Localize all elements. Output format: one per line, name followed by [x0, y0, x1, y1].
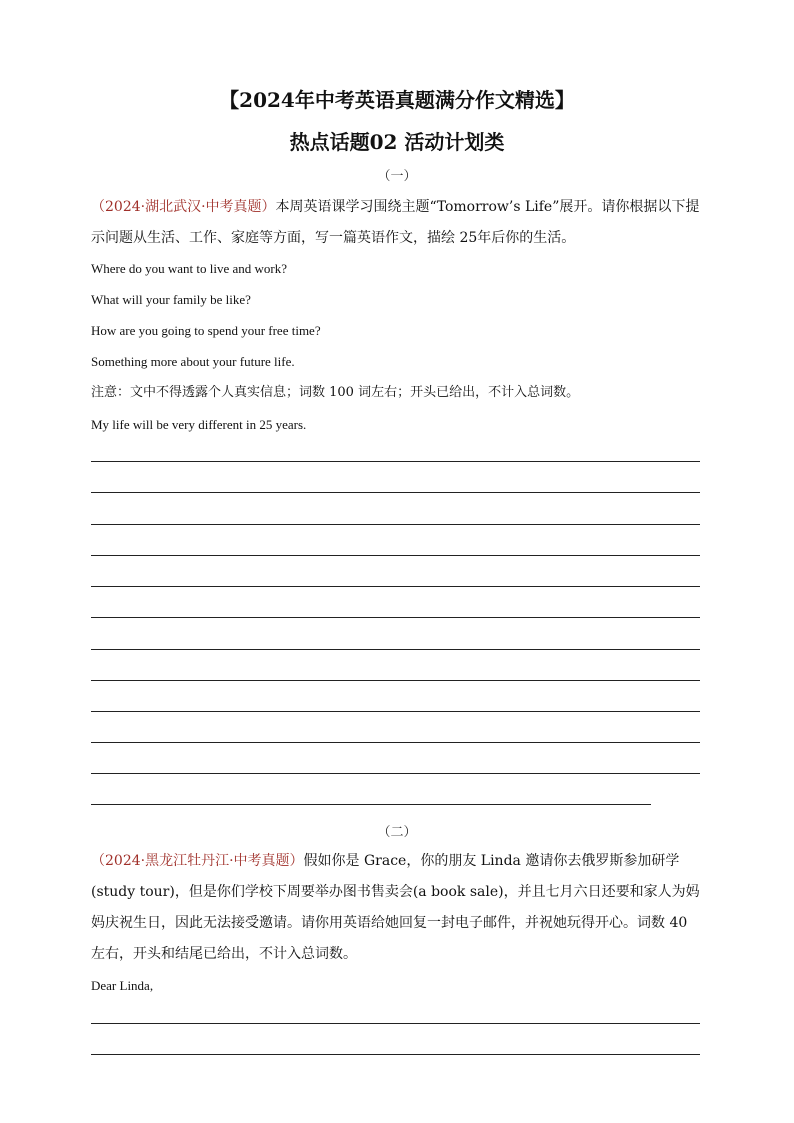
section-2-prompt-text: 假如你是 Grace，你的朋友 Linda 邀请你去俄罗斯参加研学(study tour)，但是你们学校下周要举办图书售卖会(a book sale)，并且七月六日还要和家人为妈妈庆祝生日，因此无法接受邀请。请你用英语给她回复一封电子邮件，并祝她玩得开心。词数 40 左右，开头和结尾已给出，不计入总词数。: [91, 853, 700, 962]
answer-line: [91, 586, 700, 587]
answer-line: [91, 492, 700, 493]
question-4: Something more about your future life.: [91, 354, 295, 369]
answer-line: [91, 649, 700, 650]
answer-line: [91, 461, 700, 462]
answer-line: [91, 680, 700, 681]
section-1-source: （2024·湖北武汉·中考真题）: [91, 199, 276, 215]
answer-line: [91, 742, 700, 743]
question-2: What will your family be like?: [91, 292, 251, 307]
section-2-salutation: Dear Linda,: [91, 978, 154, 993]
page-subtitle: 热点话题02 活动计划类: [289, 130, 505, 154]
answer-line: [91, 555, 700, 556]
section-1-note: 注意：文中不得透露个人真实信息；词数 100 词左右；开头已给出，不计入总词数。: [91, 385, 580, 400]
section-1-prompt: [91, 192, 703, 254]
section-2-source: （2024·黑龙江牡丹江·中考真题）: [91, 853, 304, 869]
answer-line: [91, 804, 651, 805]
answer-line: [91, 524, 700, 525]
answer-line: [91, 1023, 700, 1024]
page-title: 【2024年中考英语真题满分作文精选】: [219, 88, 575, 112]
answer-line: [91, 1054, 700, 1055]
answer-line: [91, 711, 700, 712]
question-3: How are you going to spend your free time?: [91, 323, 321, 338]
section-1-prompt-text: 本周英语课学习围绕主题“Tomorrow’s Life”展开。请你根据以下提示问题从生活、工作、家庭等方面，写一篇英语作文，描绘 25年后你的生活。: [91, 199, 700, 246]
question-1: Where do you want to live and work?: [91, 261, 288, 276]
answer-line: [91, 773, 700, 774]
answer-line: [91, 617, 700, 618]
section-1-number: （一）: [377, 169, 417, 184]
section-1-opening: My life will be very different in 25 years.: [91, 417, 307, 432]
section-2-prompt: [91, 846, 703, 970]
section-2-number: （二）: [377, 825, 417, 840]
